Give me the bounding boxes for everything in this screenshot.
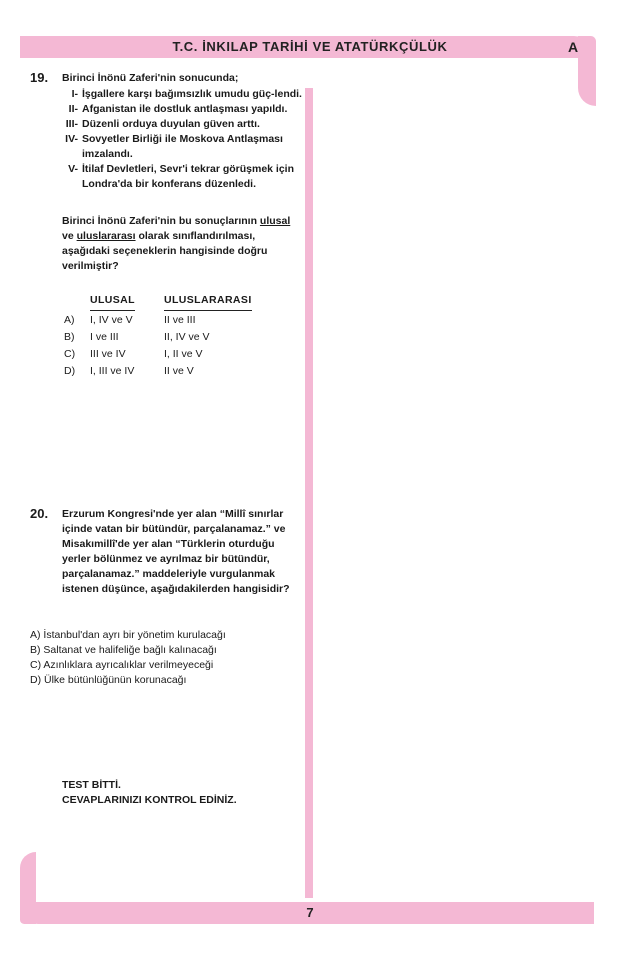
underlined-term: uluslararası	[76, 230, 136, 242]
statement-item: I- İşgallere karşı bağımsızlık umudu güç-lendi.	[71, 88, 302, 100]
question-stem: Erzurum Kongresi'nde yer alan “Millî sınırlar içinde vatan bir bütündür, parçalanamaz.” ve Misakımillî'de yer alan “Türklerin oturduğu yerler bölünmez ve ayrılmaz bir bütündür, parçalanamaz.” maddeleriyle vurgulanmak istenen düşünce, aşağıdakilerden hangisidir?	[62, 508, 290, 595]
answer-table	[64, 293, 304, 380]
statement-item: III- Düzenli orduya duyulan güven arttı.	[65, 118, 260, 130]
answer-options	[30, 628, 300, 688]
question-20	[30, 506, 302, 626]
answer-option-c[interactable]: C) Azınlıklara ayrıcalıklar verilmeyeceği	[30, 659, 214, 671]
statement-item: II- Afganistan ile dostluk antlaşması yapıldı.	[68, 103, 288, 115]
table-header	[64, 293, 304, 309]
column-header: ULUSAL	[90, 293, 135, 311]
end-note-line: TEST BİTTİ.	[62, 779, 121, 791]
end-note-line: CEVAPLARINIZI KONTROL EDİNİZ.	[62, 794, 237, 806]
question-number: 19.	[30, 70, 49, 85]
question-stem: Birinci İnönü Zaferi'nin sonucunda;	[62, 72, 239, 84]
question-19	[30, 70, 302, 390]
answer-option-b[interactable]: B) Saltanat ve halifeliğe bağlı kalınacağı	[30, 644, 217, 656]
booklet-letter: A	[568, 39, 579, 55]
question-number: 20.	[30, 506, 49, 521]
end-of-test-note	[62, 778, 302, 808]
answer-option-a[interactable]: A) I, IV ve V II ve III	[64, 314, 196, 326]
answer-option-a[interactable]: A) İstanbul'dan ayrı bir yönetim kurulacağı	[30, 629, 226, 641]
underlined-term: ulusal	[259, 215, 291, 227]
column-header: ULUSLARARASI	[164, 293, 252, 311]
statement-item: V- İtilaf Devletleri, Sevr'i tekrar görüşmek için Londra'da bir konferans düzenledi.	[68, 163, 295, 190]
column-divider	[305, 88, 313, 898]
answer-option-c[interactable]: C) III ve IV I, II ve V	[64, 348, 203, 360]
statement-list	[58, 87, 302, 192]
statement-item: IV- Sovyetler Birliği ile Moskova Antlaşması imzalandı.	[65, 133, 283, 160]
answer-option-d[interactable]: D) I, III ve IV II ve V	[64, 365, 194, 377]
answer-option-b[interactable]: B) I ve III II, IV ve V	[64, 331, 210, 343]
page-number: 7	[306, 905, 314, 920]
page-title: T.C. İNKILAP TARİHİ VE ATATÜRKÇÜLÜK	[172, 39, 448, 54]
answer-option-d[interactable]: D) Ülke bütünlüğünün korunacağı	[30, 674, 187, 686]
question-prompt: Birinci İnönü Zaferi'nin bu sonuçlarının ulusal ve uluslararası olarak sınıflandırılması, aşağıdaki seçeneklerin hangisinde doğru verilmiştir?	[62, 215, 291, 272]
